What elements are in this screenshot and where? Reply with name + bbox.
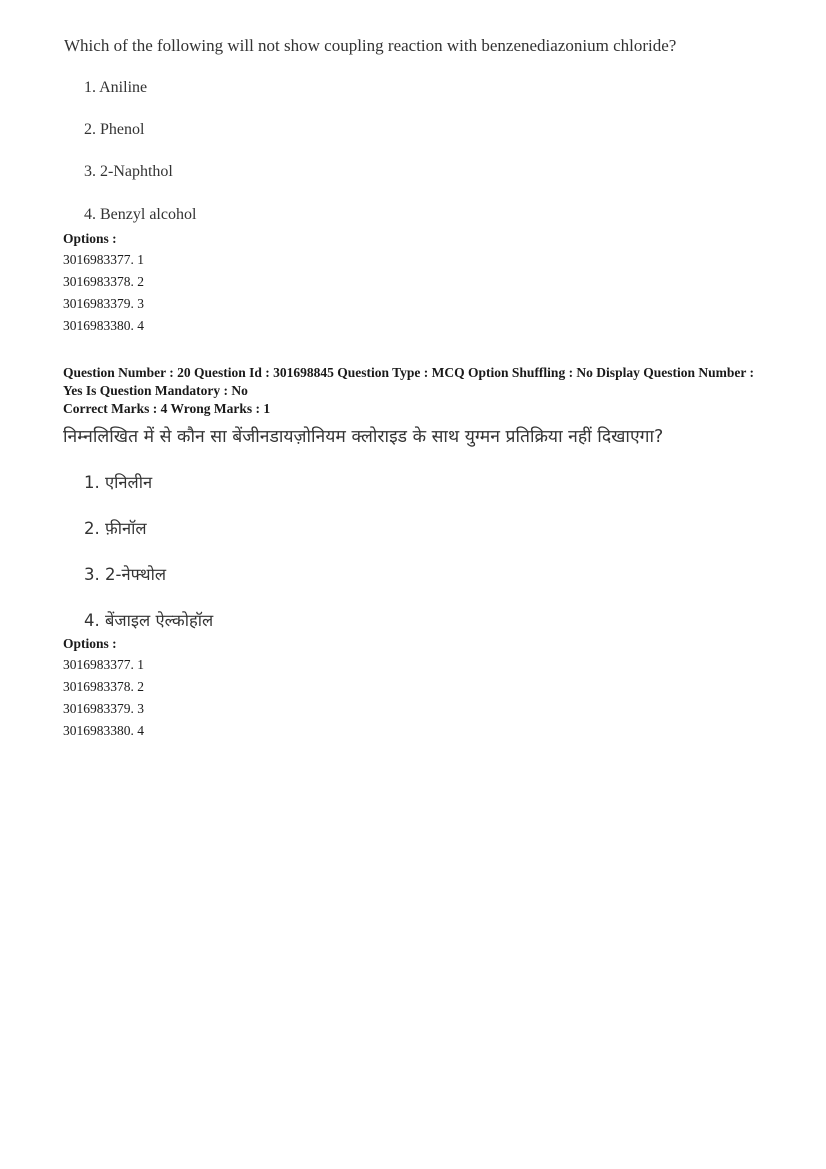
question-marks: Correct Marks : 4 Wrong Marks : 1 <box>63 401 271 416</box>
choice-english-1: 1. Aniline <box>84 79 148 96</box>
options-label-1: Options : <box>63 231 117 246</box>
option-id-1-1: 3016983377. 1 <box>63 252 144 267</box>
question-text-hindi: निम्नलिखित में से कौन सा बेंजीनडायज़ोनियम क्लोराइड के साथ युग्मन प्रतिक्रिया नहीं दिखाएगा? <box>63 427 664 447</box>
option-id-2-1: 3016983377. 1 <box>63 657 144 672</box>
choice-english-4: 4. Benzyl alcohol <box>84 206 197 223</box>
option-id-2-3: 3016983379. 3 <box>63 701 144 716</box>
option-id-2-4: 3016983380. 4 <box>63 723 144 738</box>
choice-hindi-2: 2. फ़ीनॉल <box>84 519 147 538</box>
choice-english-2: 2. Phenol <box>84 121 145 138</box>
option-id-1-2: 3016983378. 2 <box>63 274 144 289</box>
option-id-2-2: 3016983378. 2 <box>63 679 144 694</box>
options-label-2: Options : <box>63 636 117 651</box>
choice-hindi-3: 3. 2-नेफ्थोल <box>84 565 167 584</box>
option-id-1-4: 3016983380. 4 <box>63 318 144 333</box>
question-metadata: Question Number : 20 Question Id : 301698845 Question Type : MCQ Option Shuffling : No Display Question Number : Yes Is Question Mandatory : No <box>63 365 754 398</box>
choice-hindi-4: 4. बेंजाइल ऐल्कोहॉल <box>84 611 214 630</box>
question-text-english: Which of the following will not show coupling reaction with benzenediazonium chloride? <box>64 36 677 55</box>
option-id-1-3: 3016983379. 3 <box>63 296 144 311</box>
choice-hindi-1: 1. एनिलीन <box>84 473 153 492</box>
choice-english-3: 3. 2-Naphthol <box>84 163 173 180</box>
